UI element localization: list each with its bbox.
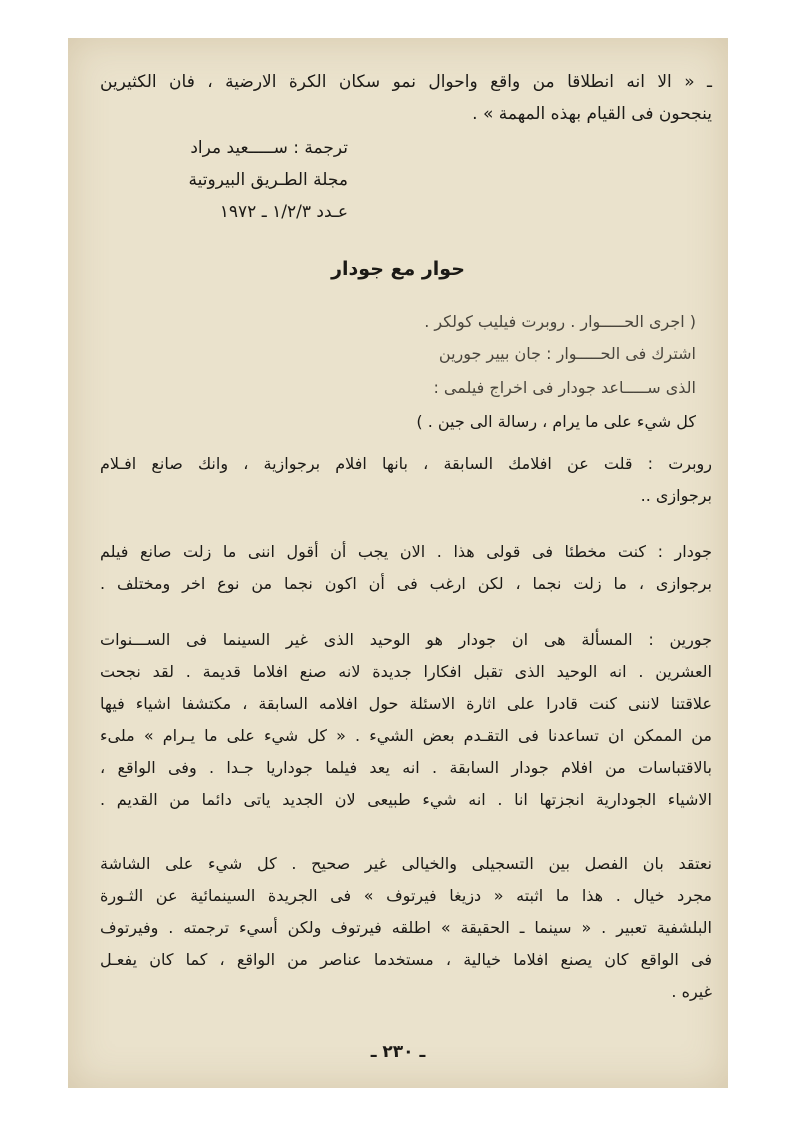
gorin-answer-line-2: العشرين . انه الوحيد الذى تقبل افكارا جديدة لانه صنع افلاما قديمة . لقد نجحت [100,662,712,681]
intro-note-line-2: اشترك فى الحـــــوار : جان بيير جورين [438,344,696,363]
gorin-answer-line-5: بالاقتباسات من افلام جودار السابقة . انه يعد فيلما جوداريا جـدا . وفى الواقع ، [100,758,712,777]
page-number: ـ ۲۳۰ ـ [370,1042,426,1062]
robert-question-line-2: برجوازى .. [640,486,712,505]
issue-date: عـدد ۱/۲/۳ ـ ۱۹۷۲ [219,202,348,222]
closing-line-2: مجرد خيال . هذا ما اثبته « دزيغا فيرتوف » فى الجريدة السينمائية عن الثـورة [100,886,712,905]
gorin-answer-line-6: الاشياء الجودارية انجزتها انا . انه شيء طبيعى لان الجديد ياتى دائما من القديم . [100,790,712,809]
closing-line-1: نعتقد بان الفصل بين التسجيلى والخيالى غير صحيح . كل شيء على الشاشة [100,854,712,873]
gorin-answer-line-1: جورين : المسألة هى ان جودار هو الوحيد الذى غير السينما فى الســـنوات [100,630,712,649]
closing-line-4: فى الواقع كان يصنع افلاما خيالية ، مستخدما عناصر من الواقع ، كما كان يفعـل [100,950,712,969]
robert-question-line-1: روبرت : قلت عن افلامك السابقة ، بانها افلام برجوازية ، وانك صانع افـلام [100,454,712,473]
page-heading: حوار مع جودار [331,258,465,280]
closing-line-3: البلشفية تعبير . « سينما ـ الحقيقة » اطلقه فيرتوف ولكن أسيء ترجمته . وفيرتوف [100,918,712,937]
gorin-answer-line-3: علاقتنا لاننى كنت قادرا على اثارة الاسئلة حول افلامه السابقة ، مكتشفا اشياء فيها [100,694,712,713]
gorin-answer-line-4: من الممكن ان تساعدنا فى التقـدم بعض الشيء . « كل شيء على ما يـرام » ملىء [100,726,712,745]
journal-name: مجلة الطـريق البيروتية [188,170,348,190]
closing-line-5: غيره . [671,982,712,1001]
intro-line-1: ـ « الا انه انطلاقا من واقع واحوال نمو سكان الكرة الارضية ، فان الكثيرين [100,72,712,92]
intro-note-line-1: ( اجرى الحـــــوار . روبرت فيليب كولكر . [424,312,696,331]
intro-note-line-3: الذى ســـــاعد جودار فى اخراج فيلمى : [433,378,696,397]
scanned-page [68,38,728,1088]
translator-credit: ترجمة : ســـــعيد مراد [190,138,348,158]
godard-answer-line-1: جودار : كنت مخطئا فى قولى هذا . الان يجب أن أقول اننى ما زلت صانع فيلم [100,542,712,561]
godard-answer-line-2: برجوازى ، ما زلت نجما ، لكن ارغب فى أن اكون نجما من نوع اخر ومختلف . [100,574,712,593]
intro-line-2: ينجحون فى القيام بهذه المهمة » . [472,104,712,124]
intro-note-line-4: كل شيء على ما يرام ، رسالة الى جين . ) [416,412,696,431]
